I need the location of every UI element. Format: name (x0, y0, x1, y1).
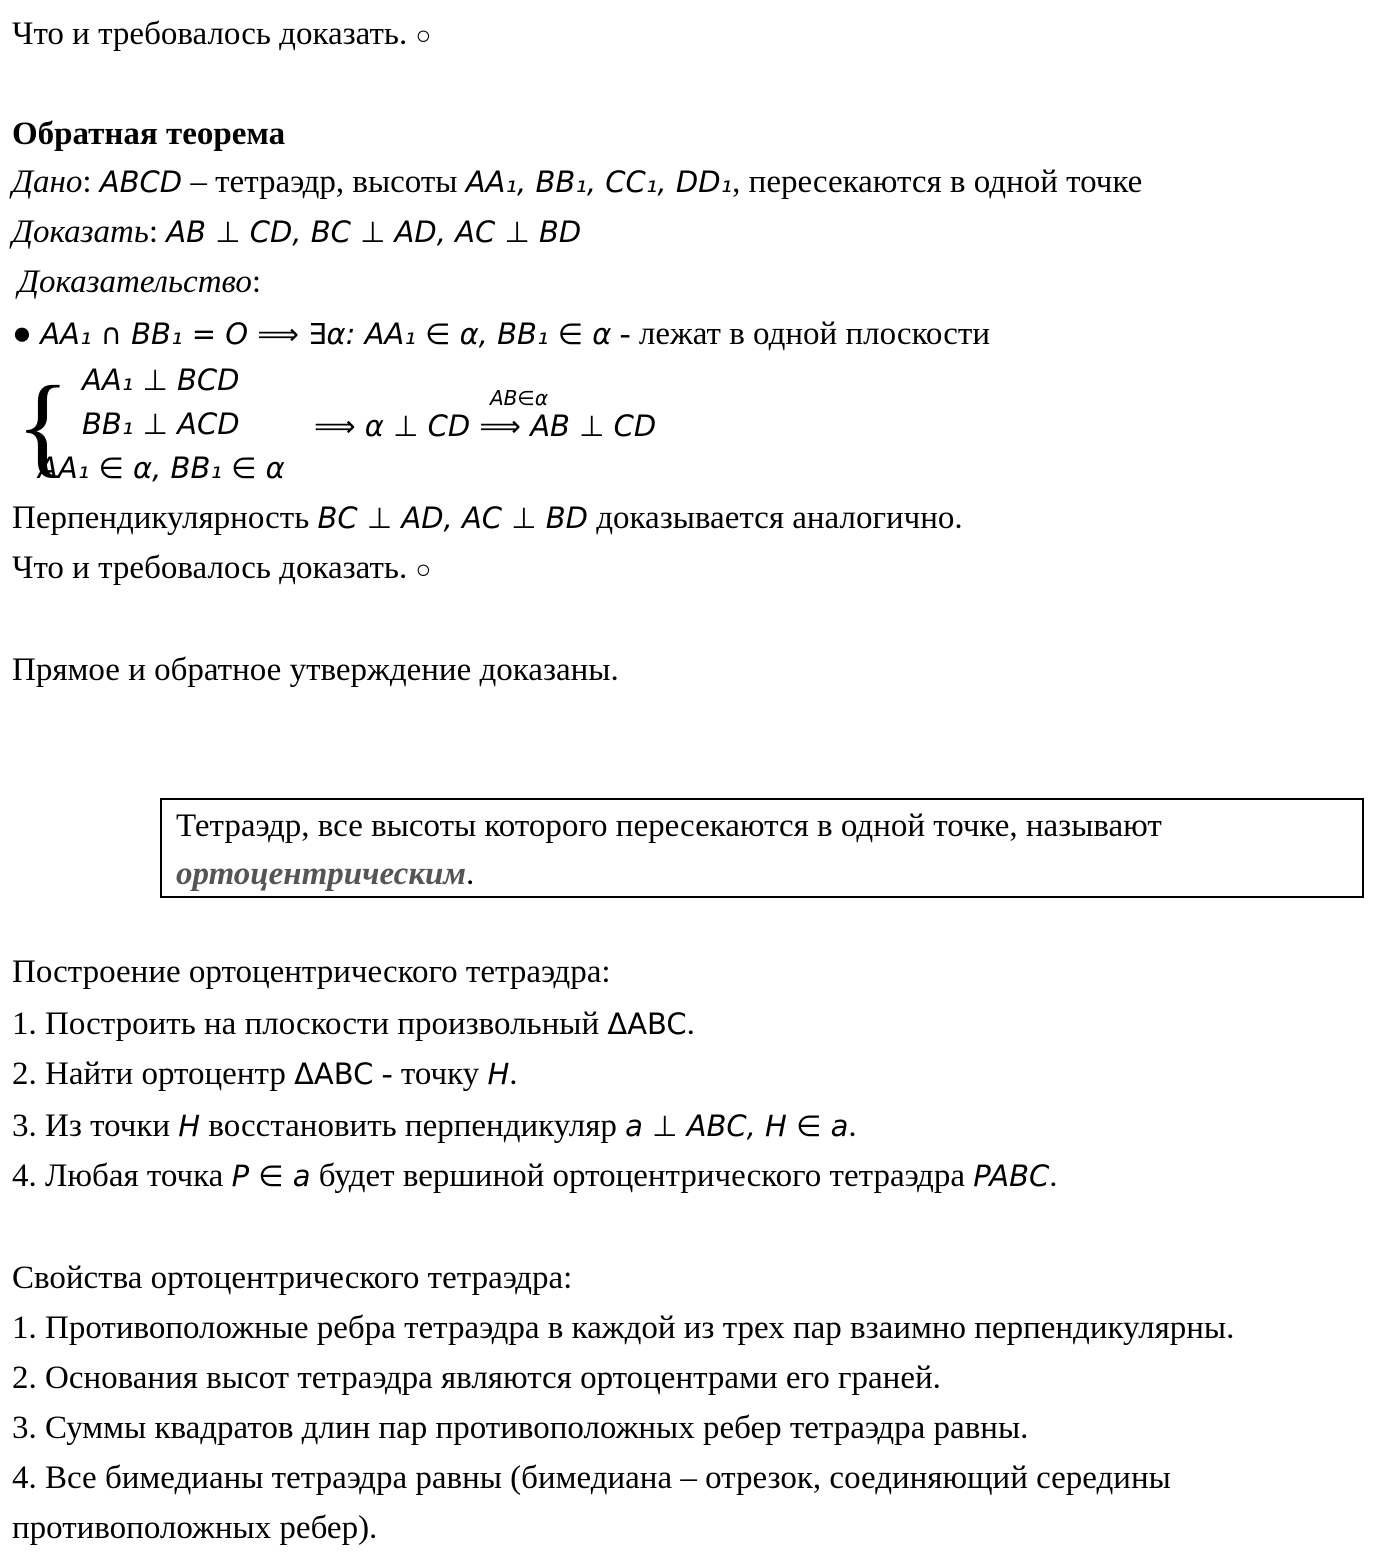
given-dash-text: – тетраэдр, высоты (182, 164, 466, 200)
system-line-2: BB₁ ⊥ ACD (82, 407, 240, 441)
proof-step-1 (12, 314, 990, 354)
system-brace-icon: { (16, 364, 70, 488)
construction-step-3 (12, 1106, 857, 1146)
s4-math: P ∈ a (231, 1159, 311, 1193)
s1-end: . (686, 1006, 695, 1042)
proof-label-line (18, 262, 261, 302)
given-sep: : (82, 164, 92, 200)
s3-math: H (178, 1109, 201, 1143)
given-object: ABCD (99, 165, 183, 199)
s3-math2: a ⊥ ABC, H ∈ a (625, 1109, 849, 1143)
property-3: 3. Суммы квадратов длин пар противоположных ребер тетраэдра равны. (12, 1410, 1029, 1446)
properties-title: Свойства ортоцентрического тетраэдра: (12, 1260, 573, 1296)
prove-label: Доказать (12, 214, 149, 250)
construction-step-4 (12, 1156, 1058, 1196)
converse-theorem-title: Обратная теорема (12, 116, 286, 152)
given-tail: , пересекаются в одной точке (732, 164, 1143, 200)
system-result: ⟹ α ⊥ CD ⟹ AB ⊥ CD (314, 409, 657, 443)
definition-term: ортоцентрическим (176, 856, 467, 892)
qed-line-2 (12, 548, 431, 590)
property-4-line-1: 4. Все бимедианы тетраэдра равны (бимедиана – отрезок, соединяющий середины (12, 1460, 1171, 1496)
prove-sep: : (148, 214, 159, 250)
prove-line (12, 212, 581, 252)
system-line-3: AA₁ ∈ α, BB₁ ∈ α (38, 451, 285, 485)
s2-end: . (509, 1056, 518, 1092)
both-proved-line: Прямое и обратное утверждение доказаны. (12, 652, 619, 688)
given-heights: AA₁, BB₁, CC₁, DD₁ (465, 165, 733, 199)
definition-box (160, 798, 1364, 898)
definition-line-1: Тетраэдр, все высоты которого пересекаются в одной точке, называют (176, 808, 1162, 844)
given-label: Дано (12, 164, 83, 200)
qed-text: Что и требовалось доказать. (12, 16, 408, 52)
s3-mid: восстановить перпендикуляр (200, 1108, 626, 1144)
proof-sep: : (251, 264, 262, 300)
s3-end: . (848, 1108, 857, 1144)
definition-dot: . (466, 856, 475, 892)
step1-tail: - лежат в одной плоскости (611, 316, 990, 352)
implication-condition: AB∈α (490, 386, 549, 410)
qed-line-1 (12, 14, 431, 56)
s2-math2: H (487, 1057, 510, 1091)
property-4-line-2: противоположных ребер). (12, 1510, 378, 1546)
perp-expression: BC ⊥ AD, AC ⊥ BD (317, 501, 588, 535)
s4-end: . (1049, 1158, 1058, 1194)
s4-text: 4. Любая точка (12, 1158, 232, 1194)
proof-label: Доказательство (18, 264, 252, 300)
step1-expression: AA₁ ∩ BB₁ = O ⟹ ∃α: AA₁ ∈ α, BB₁ ∈ α (40, 317, 612, 351)
system-line-1: AA₁ ⊥ BCD (82, 363, 240, 397)
given-line (12, 162, 1142, 202)
construction-title: Построение ортоцентрического тетраэдра: (12, 954, 611, 990)
definition-text (176, 802, 1162, 898)
s1-math: ΔABC (607, 1007, 687, 1041)
s4-math2: PABC (973, 1159, 1050, 1193)
construction-step-2 (12, 1054, 518, 1094)
s2-mid: - точку (373, 1056, 488, 1092)
qed-circle-icon: ○ (415, 21, 432, 50)
property-2: 2. Основания высот тетраэдра являются ортоцентрами его граней. (12, 1360, 941, 1396)
construction-step-1 (12, 1004, 695, 1044)
perp-head: Перпендикулярность (12, 500, 318, 536)
s2-text: 2. Найти ортоцентр (12, 1056, 295, 1092)
property-1: 1. Противоположные ребра тетраэдра в каждой из трех пар взаимно перпендикулярны. (12, 1310, 1235, 1346)
perpendicularity-line (12, 498, 963, 538)
s4-mid: будет вершиной ортоцентрического тетраэдра (310, 1158, 974, 1194)
qed-text-2: Что и требовалось доказать. (12, 550, 408, 586)
s3-text: 3. Из точки (12, 1108, 179, 1144)
s2-math: ΔABC (294, 1057, 374, 1091)
perp-tail: доказывается аналогично. (587, 500, 963, 536)
s1-text: 1. Построить на плоскости произвольный (12, 1006, 608, 1042)
bullet-icon: ● (12, 316, 32, 352)
prove-expression: AB ⊥ CD, BC ⊥ AD, AC ⊥ BD (166, 215, 582, 249)
qed-circle-icon-2: ○ (415, 555, 432, 584)
